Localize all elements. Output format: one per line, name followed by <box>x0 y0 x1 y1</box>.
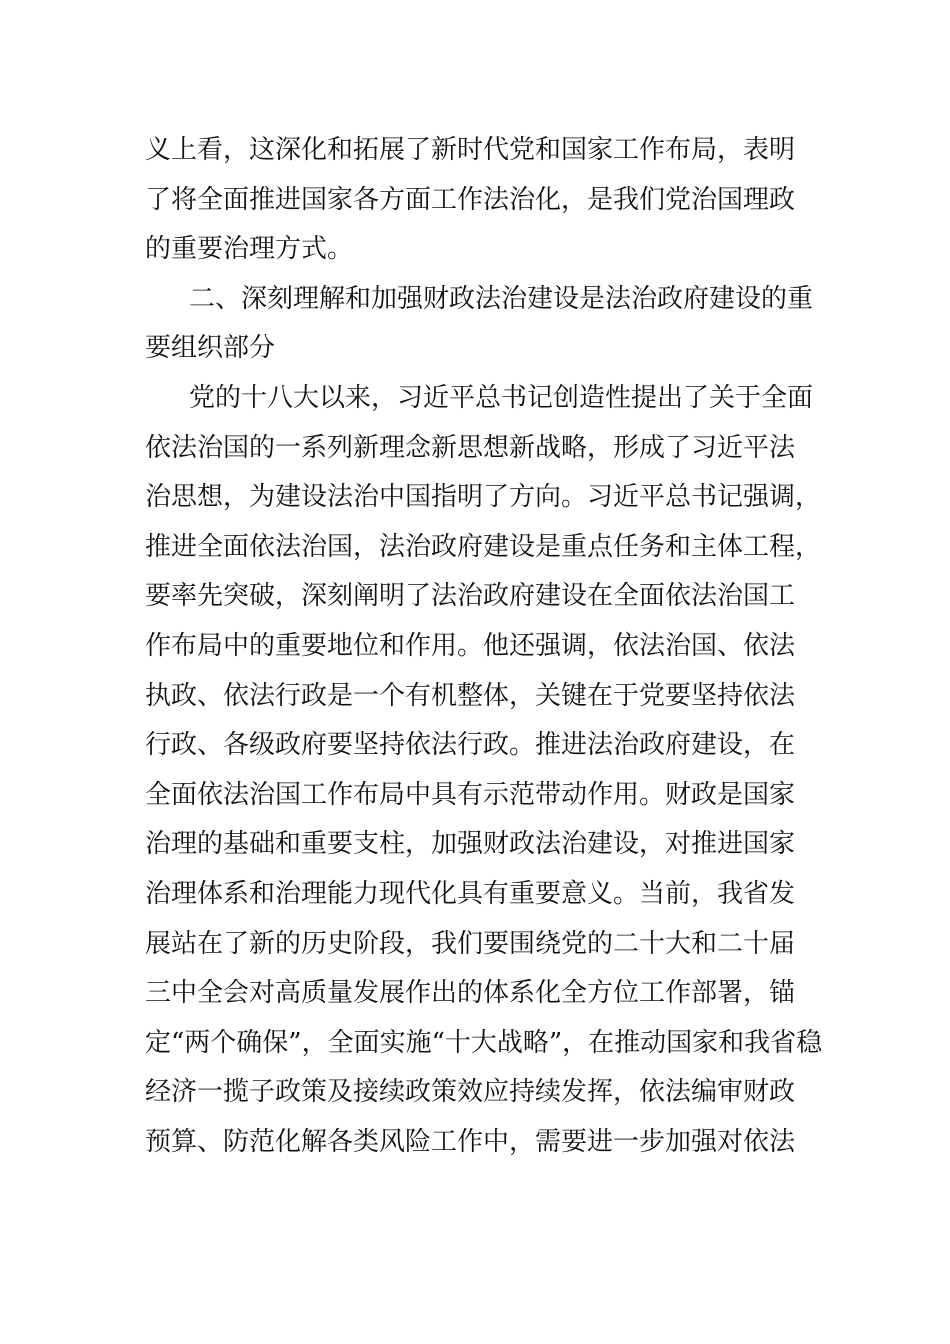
section-heading-line: 要组织部分 <box>145 333 276 364</box>
text-line: 预算、防范化解各类风险工作中，需要进一步加强对依法 <box>145 1126 796 1157</box>
text-line: 治思想，为建设法治中国指明了方向。习近平总书记强调， <box>145 482 822 513</box>
text-line: 作布局中的重要地位和作用。他还强调，依法治国、依法 <box>145 630 796 661</box>
text-line: 展站在了新的历史阶段，我们要围绕党的二十大和二十届 <box>145 928 796 959</box>
paragraph-first-line: 党的十八大以来，习近平总书记创造性提出了关于全面 <box>189 382 814 413</box>
text-line: 全面依法治国工作布局中具有示范带动作用。财政是国家 <box>145 779 796 810</box>
document-body <box>145 126 823 1167</box>
text-line: 的重要治理方式。 <box>145 234 354 265</box>
text-line: 三中全会对高质量发展作出的体系化全方位工作部署，锚 <box>145 978 796 1009</box>
text-line: 治理的基础和重要支柱，加强财政法治建设，对推进国家 <box>145 829 796 860</box>
text-line: 经济一揽子政策及接续政策效应持续发挥，依法编审财政 <box>145 1077 796 1108</box>
text-line: 推进全面依法治国，法治政府建设是重点任务和主体工程， <box>145 531 822 562</box>
section-heading-line: 二、深刻理解和加强财政法治建设是法治政府建设的重 <box>189 283 814 314</box>
text-line: 义上看，这深化和拓展了新时代党和国家工作布局，表明 <box>145 135 796 165</box>
text-line: 定“两个确保”，全面实施“十大战略”，在推动国家和我省稳 <box>145 1027 823 1058</box>
text-line: 依法治国的一系列新理念新思想新战略，形成了习近平法 <box>145 432 796 463</box>
text-line: 行政、各级政府要坚持依法行政。推进法治政府建设，在 <box>145 730 796 761</box>
text-line: 执政、依法行政是一个有机整体，关键在于党要坚持依法 <box>145 680 796 711</box>
text-line: 要率先突破，深刻阐明了法治政府建设在全面依法治国工 <box>145 581 796 612</box>
text-line: 治理体系和治理能力现代化具有重要意义。当前，我省发 <box>145 878 796 909</box>
text-line: 了将全面推进国家各方面工作法治化，是我们党治国理政 <box>145 184 796 215</box>
